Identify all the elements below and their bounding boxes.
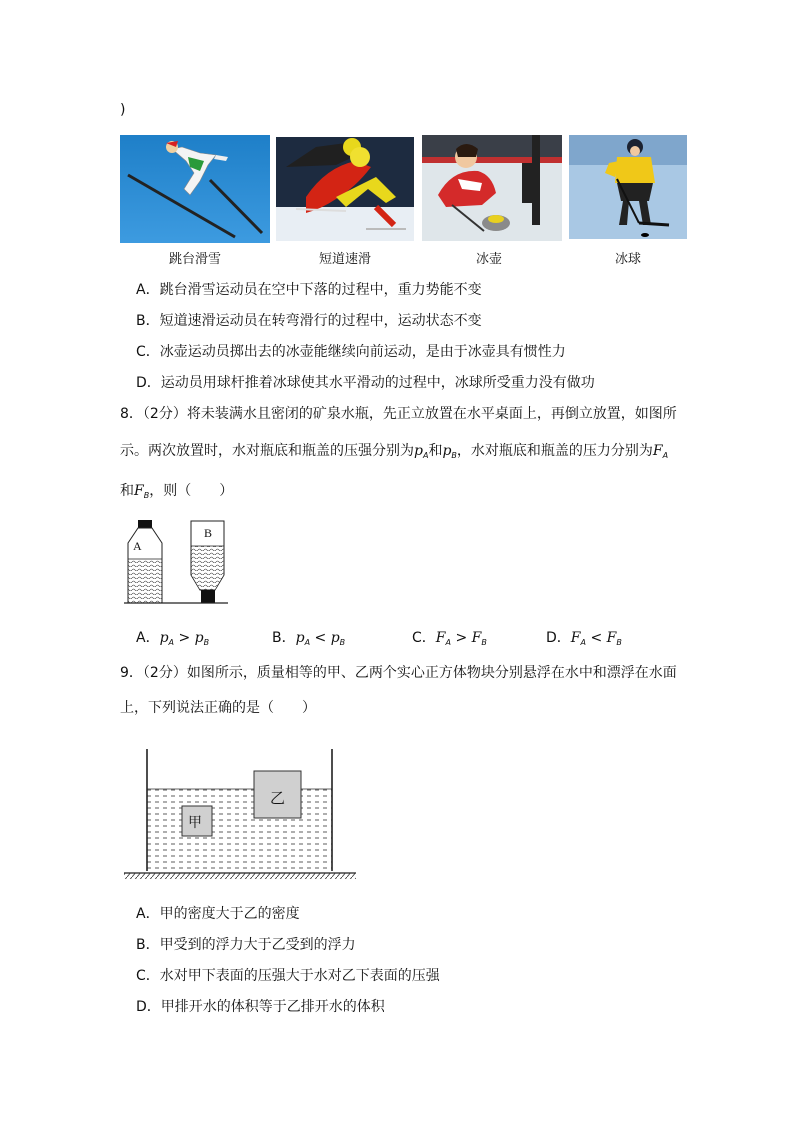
q7-option-b[interactable]: B．短道速滑运动员在转弯滑行的过程中，运动状态不变 [136, 313, 482, 329]
caption-curling: 冰壶 [475, 252, 502, 267]
q8-stem-line3: 和$F_B$，则（ ） [120, 483, 234, 500]
q9-stem-line2: 上，下列说法正确的是（ ） [120, 700, 316, 716]
q8-stem-line2: 示。两次放置时，水对瓶底和瓶盖的压强分别为$p_A$和$p_B$，水对瓶底和瓶盖的压力分别为$F_A$ [120, 443, 669, 460]
bottle-b-label: B [204, 526, 213, 540]
ice-hockey-photo [569, 135, 687, 239]
block-yi-label: 乙 [270, 789, 286, 807]
q9-option-b[interactable]: B．甲受到的浮力大于乙受到的浮力 [136, 937, 356, 953]
q9-option-c[interactable]: C．水对甲下表面的压强大于水对乙下表面的压强 [136, 968, 440, 984]
ski-jumping-photo [120, 135, 270, 243]
curling-photo [422, 135, 562, 241]
block-jia-label: 甲 [188, 815, 202, 831]
q9-option-d[interactable]: D．甲排开水的体积等于乙排开水的体积 [136, 999, 385, 1015]
q8-option-a[interactable]: A．$p_A > p_B$ [136, 630, 210, 647]
short-track-photo [276, 137, 414, 241]
caption-ice-hockey: 冰球 [614, 252, 641, 267]
q9-stem-line1: 9．（2分）如图所示，质量相等的甲、乙两个实心正方体物块分别悬浮在水中和漂浮在水面 [120, 665, 677, 681]
q8-option-d[interactable]: D．$F_A < F_B$ [546, 630, 622, 647]
bottle-diagram [120, 515, 230, 607]
q7-option-a[interactable]: A．跳台滑雪运动员在空中下落的过程中，重力势能不变 [136, 282, 482, 298]
q9-option-a[interactable]: A．甲的密度大于乙的密度 [136, 906, 300, 922]
q7-option-c[interactable]: C．冰壶运动员掷出去的冰壶能继续向前运动，是由于冰壶具有惯性力 [136, 344, 566, 360]
q7-stem-tail: ) [120, 102, 126, 118]
q8-option-b[interactable]: B．$p_A < p_B$ [272, 630, 346, 647]
q8-option-c[interactable]: C．$F_A > F_B$ [412, 630, 487, 647]
bottle-a-label: A [133, 539, 142, 553]
caption-short-track: 短道速滑 [318, 252, 371, 267]
water-tank-diagram [122, 745, 358, 883]
q7-option-d[interactable]: D．运动员用球杆推着冰球使其水平滑动的过程中，冰球所受重力没有做功 [136, 375, 595, 391]
q8-stem-line1: 8．（2分）将未装满水且密闭的矿泉水瓶，先正立放置在水平桌面上，再倒立放置，如图所 [120, 406, 677, 422]
caption-ski-jumping: 跳台滑雪 [168, 252, 221, 267]
